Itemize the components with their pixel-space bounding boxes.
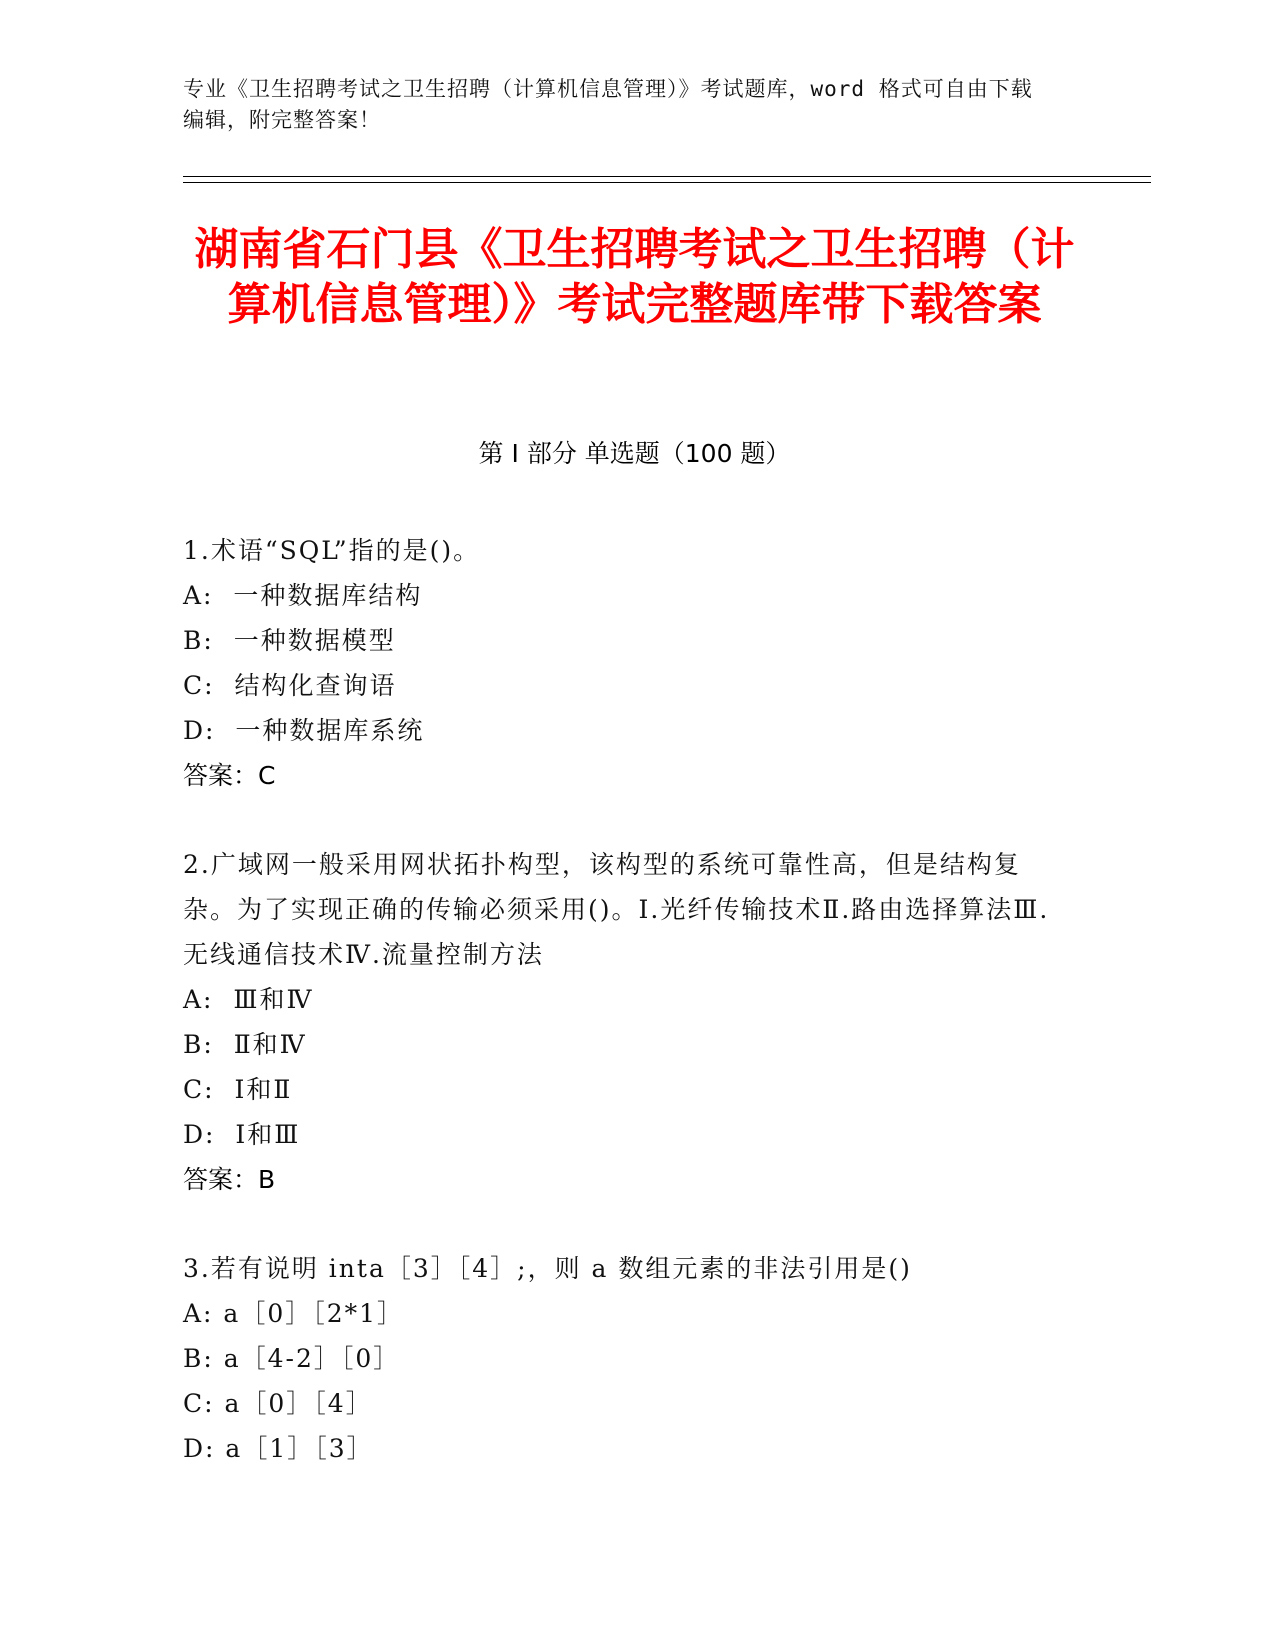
question-stem: 3.若有说明 inta［3］［4］;，则 a 数组元素的非法引用是() — [183, 1254, 912, 1283]
option-a: A: 一种数据库结构 — [183, 581, 423, 610]
option-a: A: Ⅲ和Ⅳ — [183, 985, 314, 1014]
option-c: C: Ⅰ和Ⅱ — [183, 1075, 293, 1104]
answer-line: 答案：B — [183, 1165, 276, 1194]
question-stem: 1.术语“SQL”指的是()。 — [183, 536, 481, 565]
option-d: D: 一种数据库系统 — [183, 716, 425, 745]
question-1 — [183, 528, 1063, 798]
option-c: C: a［0］［4］ — [183, 1389, 373, 1418]
option-b: B: Ⅱ和Ⅳ — [183, 1030, 307, 1059]
question-stem: 2.广域网一般采用网状拓扑构型，该构型的系统可靠性高，但是结构复杂。为了实现正确的传输必须采用()。Ⅰ.光纤传输技术Ⅱ.路由选择算法Ⅲ.无线通信技术Ⅳ.流量控制方法 — [183, 850, 1050, 969]
document-title: 湖南省石门县《卫生招聘考试之卫生招聘（计算机信息管理）》考试完整题库带下载答案 — [194, 224, 1075, 330]
option-d: D: a［1］［3］ — [183, 1434, 374, 1463]
header-divider-top — [183, 176, 1151, 177]
header-divider-bottom — [183, 182, 1151, 183]
answer-line: 答案：C — [183, 761, 276, 790]
option-a: A: a［0］［2*1］ — [183, 1299, 405, 1328]
question-list — [183, 528, 1063, 1515]
question-3 — [183, 1246, 1063, 1471]
option-b: B: 一种数据模型 — [183, 626, 396, 655]
question-2 — [183, 842, 1063, 1202]
option-c: C: 结构化查询语 — [183, 671, 397, 700]
section-title: 第 I 部分 单选题（100 题） — [478, 439, 791, 468]
header-note: 专业《卫生招聘考试之卫生招聘（计算机信息管理）》考试题库，word 格式可自由下载编辑，附完整答案！ — [183, 77, 1033, 132]
option-b: B: a［4-2］［0］ — [183, 1344, 401, 1373]
option-d: D: Ⅰ和Ⅲ — [183, 1120, 301, 1149]
